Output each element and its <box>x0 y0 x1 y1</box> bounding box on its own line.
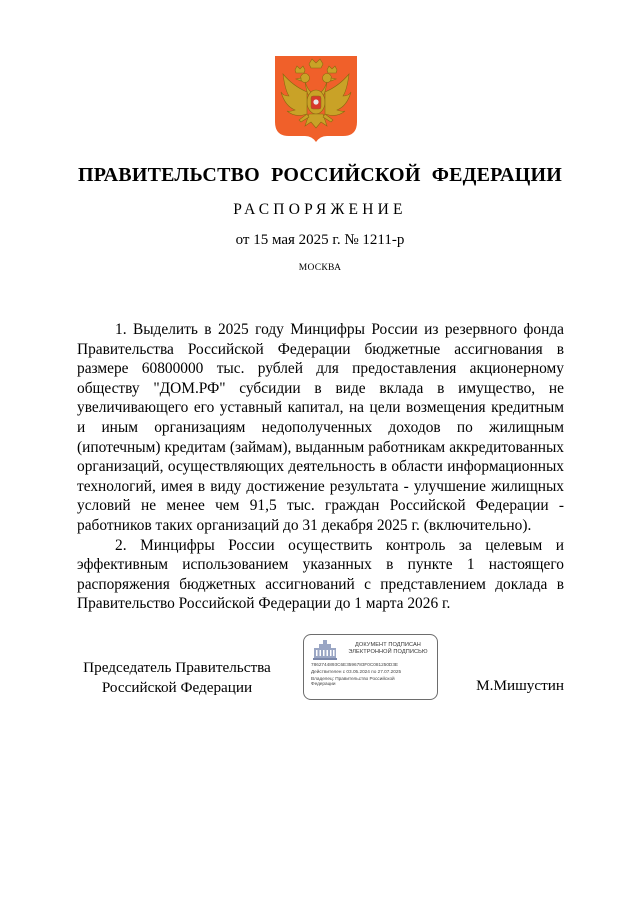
electronic-signature-stamp <box>303 634 438 700</box>
signatory-position-line2: Российской Федерации <box>101 678 253 696</box>
document-date-number: от 15 мая 2025 г. № 1211-р <box>235 232 405 248</box>
stamp-owner-line2: Федерации <box>311 681 336 687</box>
stamp-validity: Действителен с 03.05.2024 по 27.07.2025 <box>311 669 402 675</box>
stamp-owner-line1: Владелец: Правительство Российской <box>311 675 395 681</box>
paragraph-1: 1. Выделить в 2025 году Минцифры России из резервного фонда Правительства Российской Федерации бюджетные ассигнования в размере 60800000 тыс. рублей для предоставления акционерному обществу "ДОМ.РФ" субсидии в виде вклада в имущество, не увеличивающего его уставный капитал, на цели возмещения кредитным и иным организациям недополученных доходов по жилищным (ипотечным) кредитам (займам), выданным работникам аккредитованных организаций, осуществляющих деятельность в области информационных технологий, имея в виду достижение результата - улучшение жилищных условий не менее чем 91,5 тыс. граждан Российской Федерации - работников таких организаций до 31 декабря 2025 г. (включительно). <box>77 321 564 534</box>
coat-of-arms-emblem <box>275 56 357 142</box>
signatory-position <box>77 658 277 697</box>
stamp-title-line2: ЭЛЕКТРОННОЙ ПОДПИСЬЮ <box>348 649 428 655</box>
document-body <box>77 320 564 614</box>
paragraph-2: 2. Минцифры России осуществить контроль за целевым и эффективным использованием указанных в пункте 1 настоящего распоряжения бюджетных ассигнований с представлением доклада в Правительство Российской Федерации до 1 марта 2026 г. <box>77 536 564 613</box>
stamp-title <box>340 642 436 656</box>
document-type: РАСПОРЯЖЕНИЕ <box>233 201 407 218</box>
stamp-owner <box>311 676 436 687</box>
double-headed-eagle-icon <box>275 56 357 142</box>
stamp-title-line1: ДОКУМЕНТ ПОДПИСАН <box>355 642 421 648</box>
stamp-details <box>311 661 436 687</box>
document-city: МОСКВА <box>298 263 342 273</box>
organization-title: ПРАВИТЕЛЬСТВО РОССИЙСКОЙ ФЕДЕРАЦИИ <box>78 164 562 186</box>
government-building-icon <box>313 640 337 660</box>
signatory-name: М.Мишустин <box>476 677 564 694</box>
signatory-position-line1: Председатель Правительства <box>83 659 271 676</box>
stamp-certificate: 7862744893C6E3596783F0C081250D3E <box>311 662 399 667</box>
